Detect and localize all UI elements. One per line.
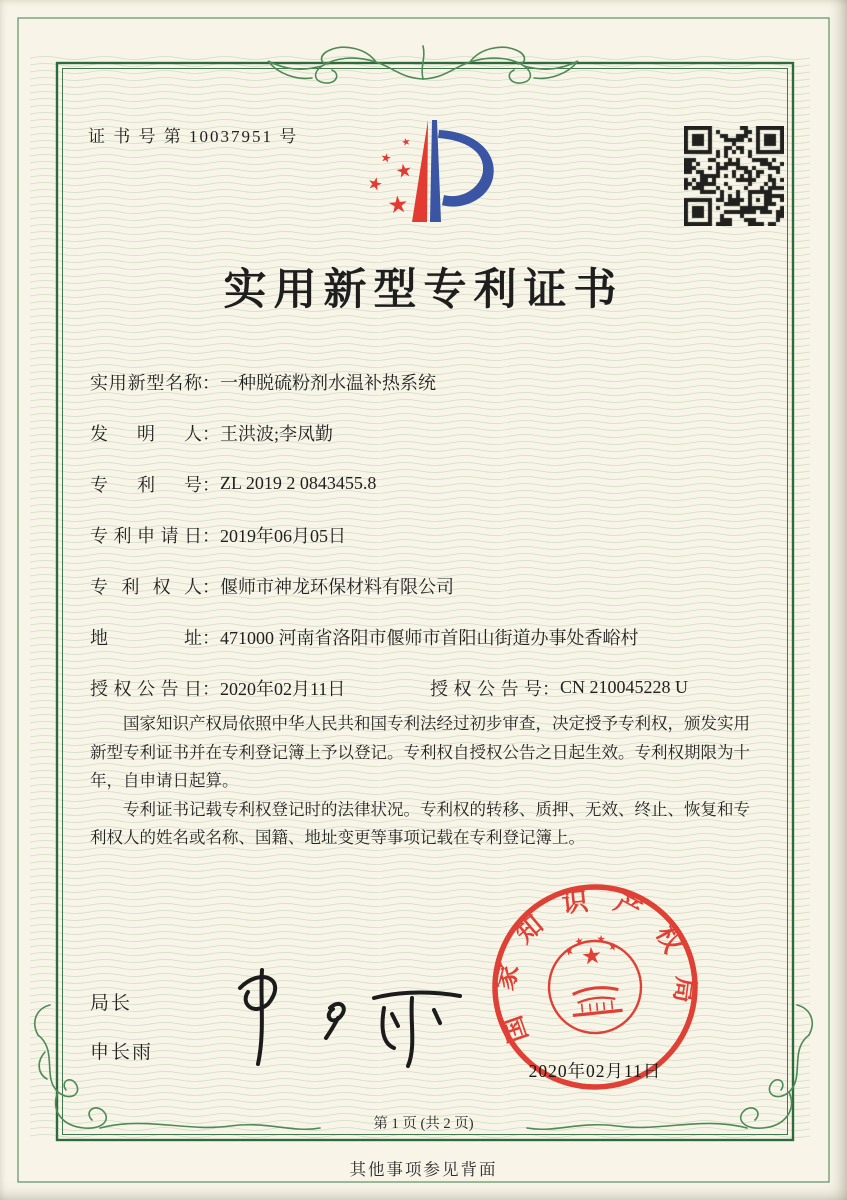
field-row-patent-number: 专利号 ： ZL 2019 2 0843455.8 bbox=[90, 458, 762, 509]
grant-number-pair: 授权公告号 ： CN 210045228 U bbox=[430, 675, 688, 701]
field-label: 实用新型名称 bbox=[90, 372, 202, 393]
field-row-grant bbox=[90, 662, 762, 713]
logo-stars bbox=[367, 137, 412, 214]
director-signature-icon bbox=[212, 952, 472, 1072]
qr-code-icon bbox=[684, 126, 784, 226]
field-label: 地址 bbox=[90, 627, 202, 648]
field-label: 专利申请日 bbox=[90, 525, 202, 546]
field-value: 偃师市神龙环保材料有限公司 bbox=[220, 576, 454, 597]
seal-national-emblem bbox=[544, 931, 646, 1038]
field-label: 授权公告号 bbox=[430, 678, 542, 699]
certificate-title: 实用新型专利证书 bbox=[223, 267, 624, 314]
field-row-patentee: 专利权人 ： 偃师市神龙环保材料有限公司 bbox=[90, 560, 762, 611]
grant-date-pair: 授权公告日 ： 2020年02月11日 bbox=[90, 675, 430, 701]
field-label: 授权公告日 bbox=[90, 678, 202, 699]
field-label: 专利号 bbox=[90, 474, 202, 495]
back-note: 其他事项参见背面 bbox=[349, 1160, 498, 1179]
field-value: 471000 河南省洛阳市偃师市首阳山街道办事处香峪村 bbox=[220, 627, 639, 648]
field-label: 专利权人 bbox=[90, 576, 202, 597]
legal-paragraphs bbox=[90, 710, 750, 853]
certificate-fields bbox=[90, 356, 762, 713]
svg-text:国家知识产权局 bbox=[488, 880, 703, 1047]
officer-name: 申长雨 bbox=[90, 1042, 154, 1063]
field-value: ZL 2019 2 0843455.8 bbox=[220, 473, 377, 493]
field-value: 2019年06月05日 bbox=[220, 525, 346, 546]
seal-text: 国家知识产权局 bbox=[489, 884, 701, 1047]
field-value: 王洪波;李凤勤 bbox=[220, 423, 334, 444]
logo-blue-p-bowl bbox=[438, 130, 494, 207]
cnipa-logo-icon bbox=[342, 108, 514, 236]
legal-paragraph-2: 专利证书记载专利权登记时的法律状况。专利权的转移、质押、无效、终止、恢复和专利权人的姓名或名称、国籍、地址变更等事项记载在专利登记簿上。 bbox=[90, 799, 750, 848]
field-row-utility-name: 实用新型名称 ： 一种脱硫粉剂水温补热系统 bbox=[90, 356, 762, 407]
field-row-filing-date: 专利申请日 ： 2019年06月05日 bbox=[90, 509, 762, 560]
field-row-address: 地址 ： 471000 河南省洛阳市偃师市首阳山街道办事处香峪村 bbox=[90, 611, 762, 662]
field-value: 2020年02月11日 bbox=[220, 678, 346, 699]
legal-paragraph-1: 国家知识产权局依照中华人民共和国专利法经过初步审查，决定授予专利权，颁发实用新型专利证书并在专利登记簿上予以登记。专利权自授权公告之日起生效。专利权期限为十年，自申请日起算。 bbox=[90, 714, 750, 791]
officer-block bbox=[90, 988, 153, 1064]
seal-date: 2020年02月11日 bbox=[528, 1061, 662, 1081]
officer-title: 局长 bbox=[90, 993, 133, 1014]
field-value: 一种脱硫粉剂水温补热系统 bbox=[220, 372, 436, 393]
field-label: 发明人 bbox=[90, 423, 202, 444]
field-row-inventors: 发明人 ： 王洪波;李凤勤 bbox=[90, 407, 762, 458]
page-indicator: 第 1 页 (共 2 页) bbox=[373, 1116, 474, 1132]
certificate-number: 证 书 号 第 10037951 号 bbox=[88, 127, 299, 146]
field-value: CN 210045228 U bbox=[560, 677, 689, 697]
logo-red-wedge bbox=[412, 120, 428, 222]
